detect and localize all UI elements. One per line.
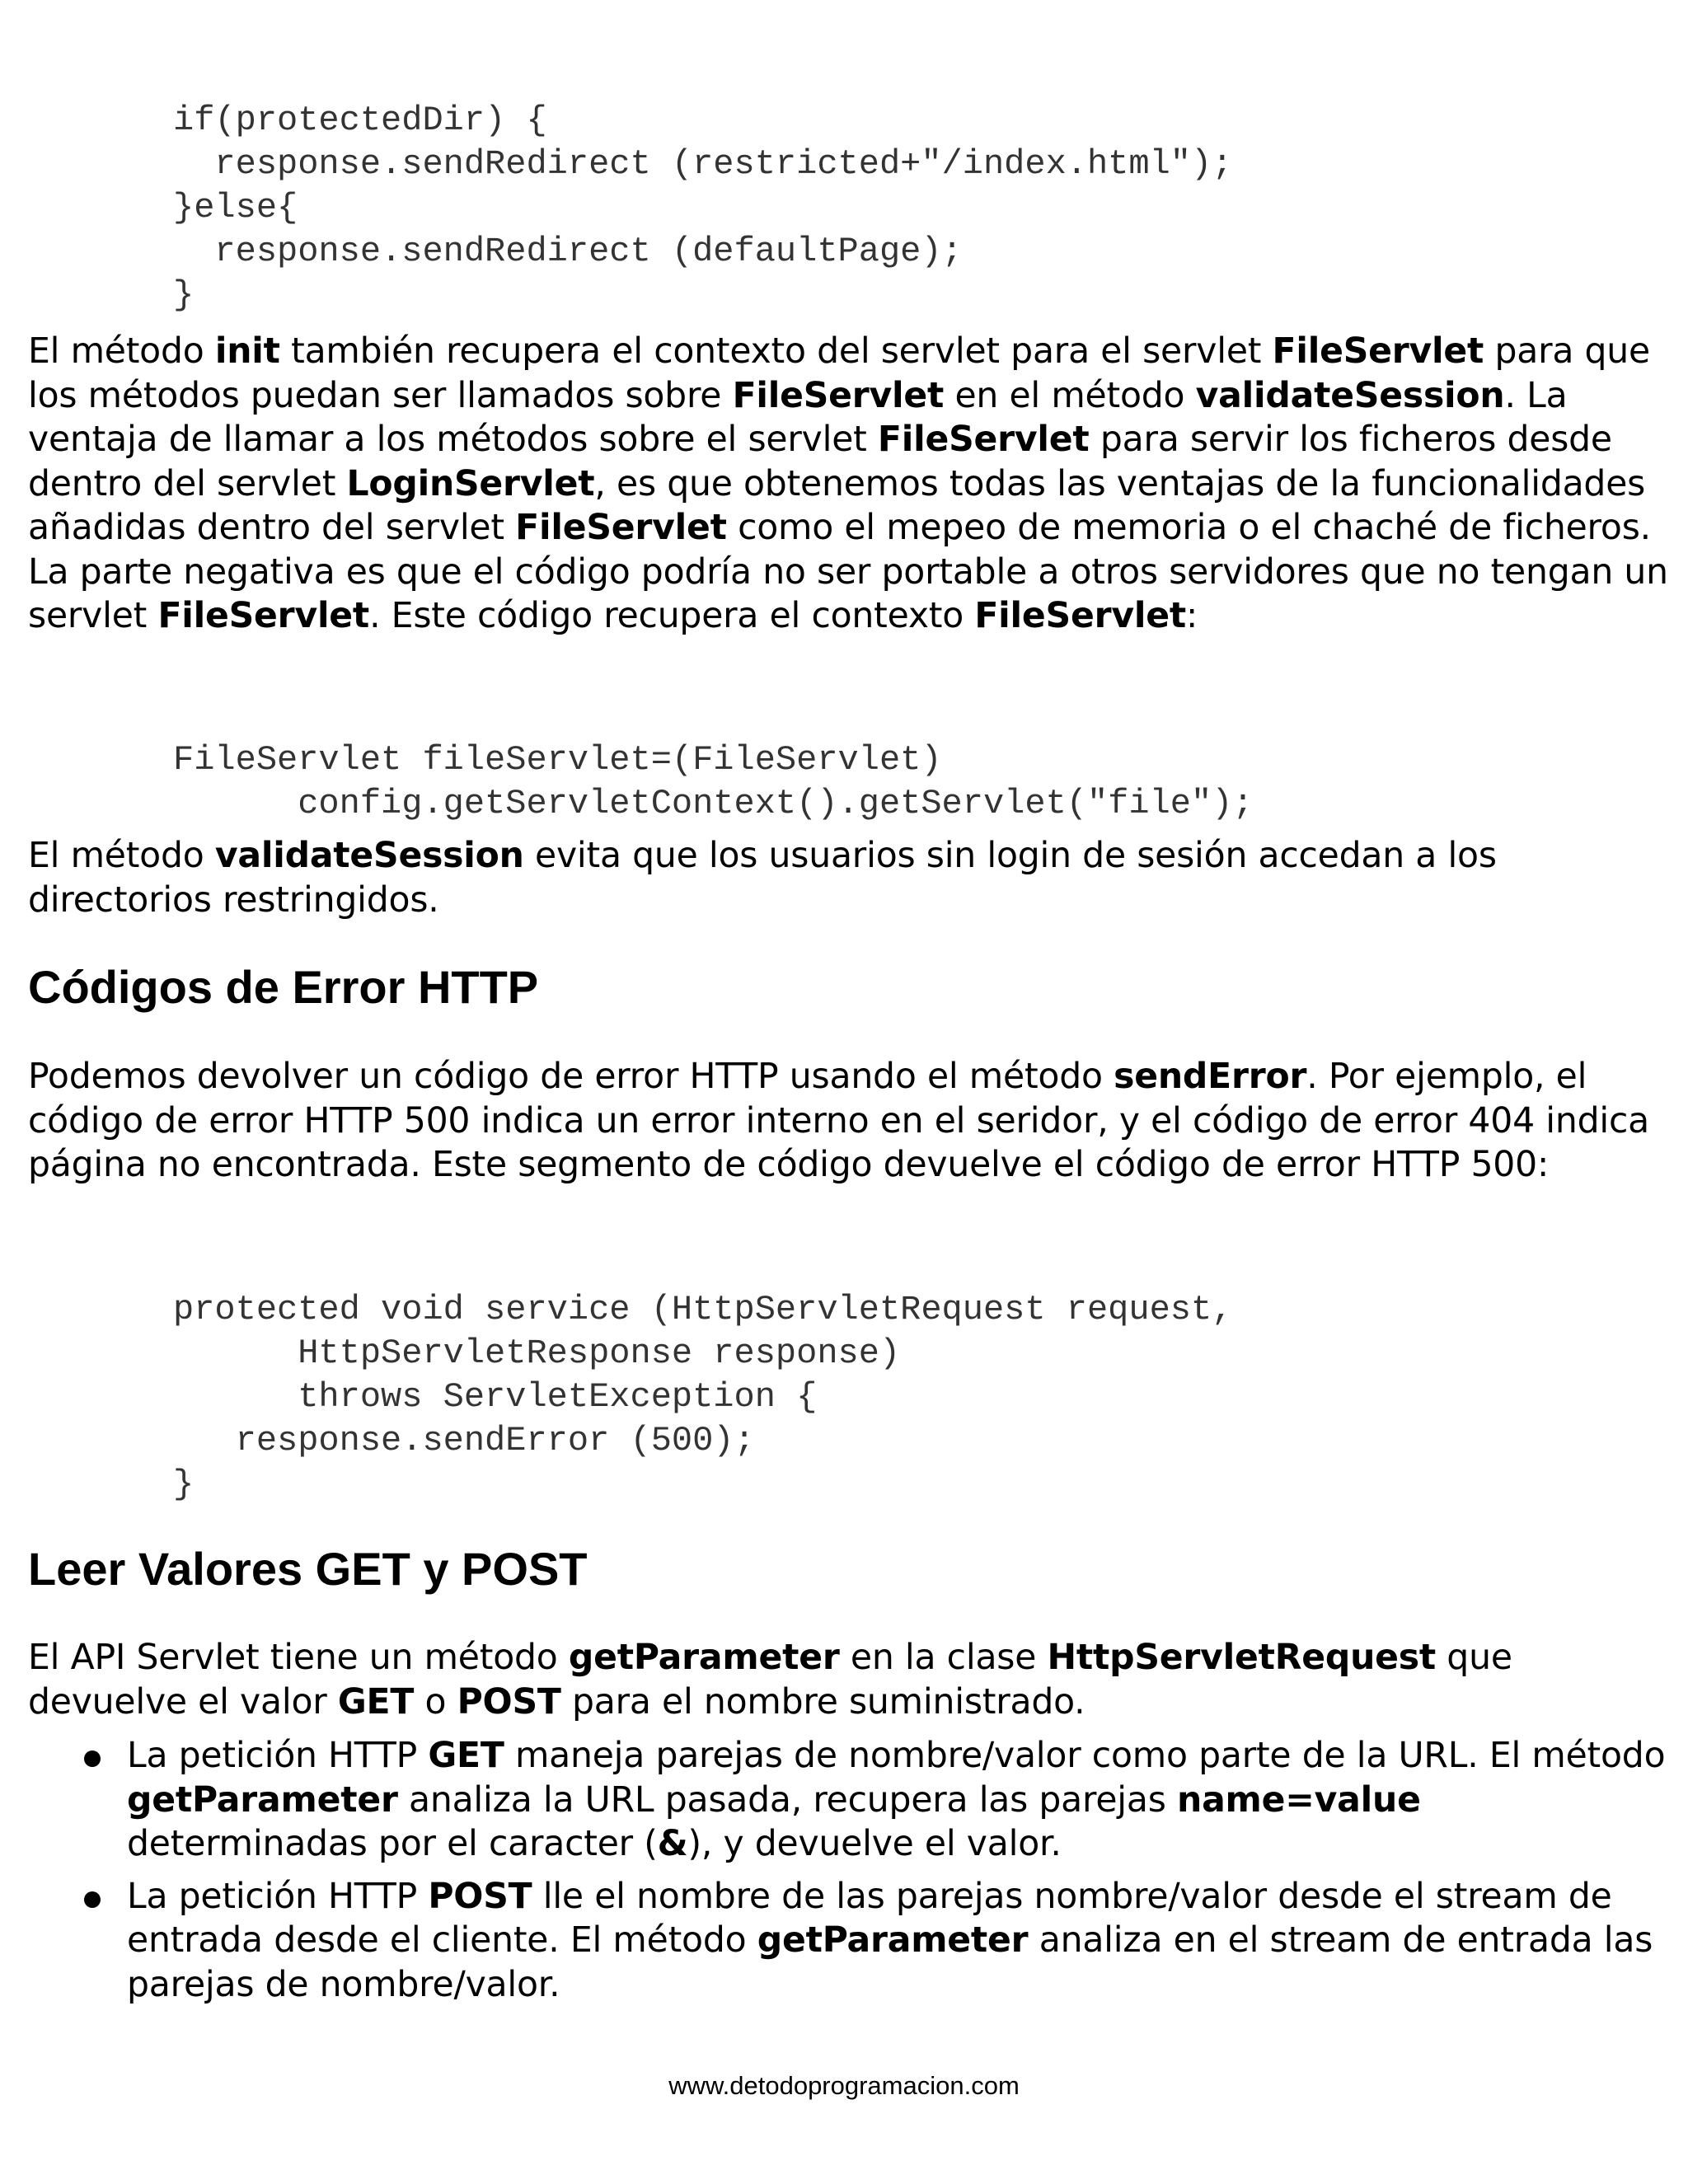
bullet-list: [28, 1734, 1668, 2007]
heading-error-codes: Códigos de Error HTTP: [28, 961, 539, 1013]
bullet-icon: [84, 1891, 101, 1908]
bullet-icon: [84, 1750, 101, 1767]
paragraph-init-method: El método init también recupera el contexto del servlet para el servlet FileServlet para que los métodos puedan ser llamados sobre FileServlet en el método validateSession. La ventaja de llamar a los métodos sobre el servlet FileServlet para servir los ficheros desde dentro del servlet LoginServlet, es que obtenemos todas las ventajas de la funcionalidades añadidas dentro del servlet FileServlet como el mepeo de memoria o el chaché de ficheros. La parte negativa es que el código podría no ser portable a otros servidores que no tengan un servlet FileServlet. Este código recupera el contexto FileServlet:: [28, 331, 1668, 636]
code-line: FileServlet fileServlet=(FileServlet): [173, 740, 942, 780]
paragraph-servlet-api: El API Servlet tiene un método getParameter en la clase HttpServletRequest que devuelve el valor GET o POST para el nombre suministrado.: [28, 1638, 1512, 1722]
footer-url: www.detodoprogramacion.com: [668, 2071, 1020, 2100]
code-line: HttpServletResponse response): [173, 1333, 901, 1373]
list-item-post: La petición HTTP POST lle el nombre de las parejas nombre/valor desde el stream de entrada desde el cliente. El método getParameter analiza en el stream de entrada las parejas de nombre/valor.: [28, 1875, 1668, 2008]
code-line: }else{: [173, 188, 298, 227]
heading-get-post: Leer Valores GET y POST: [28, 1543, 588, 1595]
code-line: }: [173, 1465, 195, 1504]
code-block-service: [173, 1288, 1232, 1507]
code-line: response.sendRedirect (defaultPage);: [173, 232, 963, 271]
code-line: response.sendError (500);: [173, 1421, 755, 1460]
code-line: response.sendRedirect (restricted+"/index.html");: [173, 144, 1233, 184]
paragraph-validate-session: El método validateSession evita que los usuarios sin login de sesión accedan a los directorios restringidos.: [28, 836, 1497, 921]
code-line: if(protectedDir) {: [173, 101, 547, 140]
code-line: config.getServletContext().getServlet("file");: [173, 784, 1254, 823]
paragraph-send-error: Podemos devolver un código de error HTTP usando el método sendError. Por ejemplo, el código de error HTTP 500 indica un error interno en el seridor, y el código de error 404 indica página no encontrada. Este segmento de código devuelve el código de error HTTP 500:: [28, 1057, 1650, 1185]
code-line: throws ServletException {: [173, 1377, 818, 1417]
code-line: }: [173, 275, 195, 315]
code-block-get-servlet: [173, 738, 1254, 826]
list-item-get: La petición HTTP GET maneja parejas de nombre/valor como parte de la URL. El método getParameter analiza la URL pasada, recupera las parejas name=value determinadas por el caracter (&), y devuelve el valor.: [28, 1734, 1668, 1867]
code-line: protected void service (HttpServletRequest request,: [173, 1290, 1233, 1329]
code-block-redirect: [173, 99, 1232, 317]
